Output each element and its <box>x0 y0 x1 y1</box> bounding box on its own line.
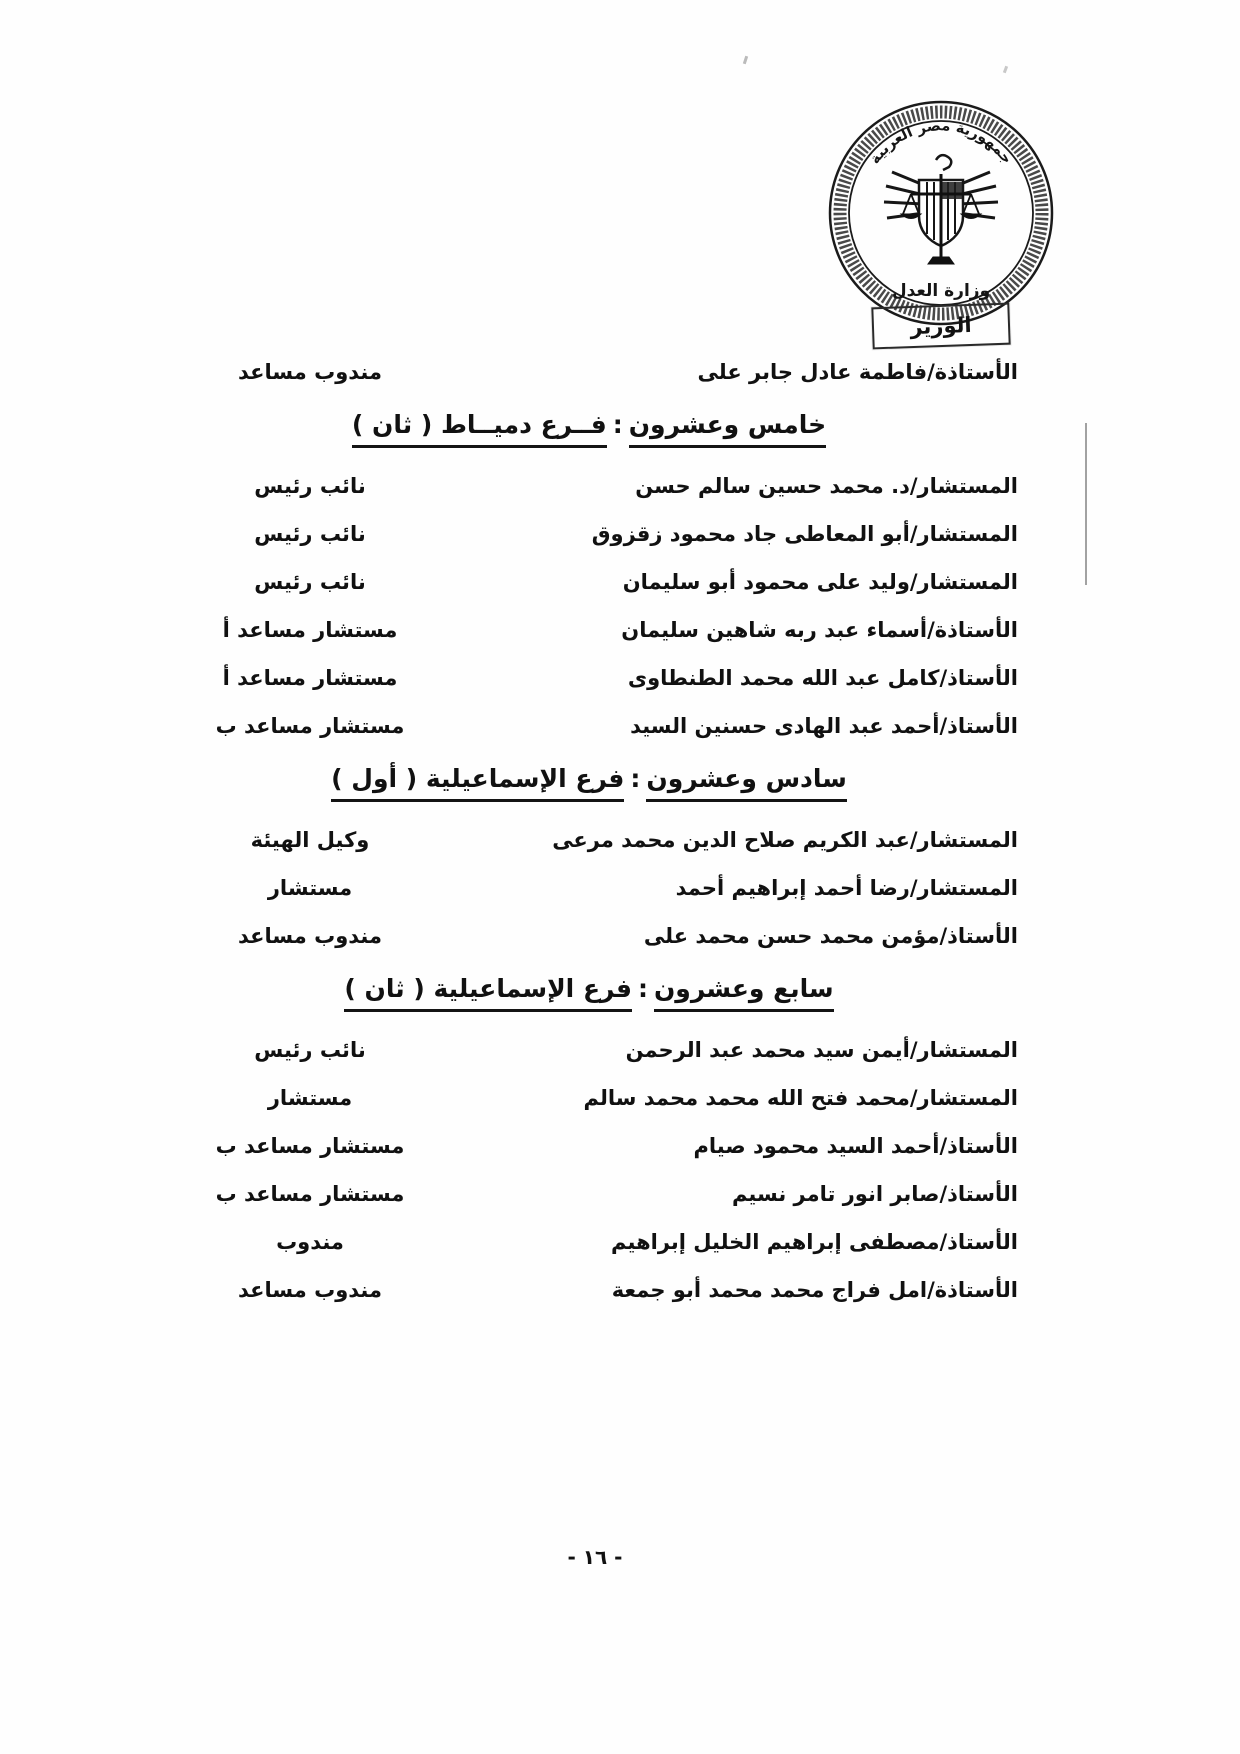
member-position: نائب رئيس <box>254 1038 366 1062</box>
page-number: - ١٦ - <box>567 1545 623 1569</box>
branch-section <box>160 410 1018 750</box>
member-name: الأستاذ/أحمد عبد الهادى حسنين السيد <box>630 714 1018 738</box>
scan-artifact-speck <box>743 56 748 65</box>
section-rows <box>160 1026 1018 1314</box>
member-row <box>160 654 1018 702</box>
branch-section <box>160 764 1018 960</box>
scan-artifact-speck <box>1003 66 1008 74</box>
section-rows <box>160 462 1018 750</box>
member-name: المستشار/رضا أحمد إبراهيم أحمد <box>675 876 1018 900</box>
section-branch: فرع الإسماعيلية ( أول ) <box>331 764 624 802</box>
member-row <box>160 1266 1018 1314</box>
member-name: المستشار/أيمن سيد محمد عبد الرحمن <box>625 1038 1018 1062</box>
member-row <box>160 1122 1018 1170</box>
member-position: مستشار مساعد أ <box>222 618 398 642</box>
seal-top-text: جمهورية مصر العربية <box>867 118 1015 168</box>
member-name: الأستاذ/صابر انور تامر نسيم <box>731 1182 1018 1206</box>
member-name: الأستاذ/مصطفى إبراهيم الخليل إبراهيم <box>611 1230 1018 1254</box>
roster-content <box>160 348 1018 1314</box>
member-row <box>160 510 1018 558</box>
member-name: الأستاذ/كامل عبد الله محمد الطنطاوى <box>627 666 1018 690</box>
section-branch: فــرع دميــاط ( ثان ) <box>352 410 607 448</box>
member-row <box>160 348 1018 396</box>
member-name: الأستاذة/فاطمة عادل جابر على <box>697 360 1018 384</box>
section-rows <box>160 816 1018 960</box>
section-ordinal: سابع وعشرون <box>654 974 834 1012</box>
minister-stamp-label: الوزير <box>909 312 973 340</box>
branch-section <box>160 974 1018 1314</box>
member-position: مستشار مساعد ب <box>215 1182 405 1206</box>
member-position: وكيل الهيئة <box>250 828 370 852</box>
section-colon: : <box>630 764 641 793</box>
seal-bottom-text: وزارة العدل <box>891 281 991 301</box>
section-colon: : <box>637 974 648 1003</box>
member-row <box>160 606 1018 654</box>
member-position: مستشار مساعد ب <box>215 1134 405 1158</box>
scales-of-justice-icon <box>901 174 981 264</box>
section-ordinal: سادس وعشرون <box>646 764 847 802</box>
member-position: مستشار <box>267 876 353 900</box>
minister-stamp <box>871 303 1010 350</box>
member-name: المستشار/وليد على محمود أبو سليمان <box>622 570 1018 594</box>
member-name: الأستاذ/مؤمن محمد حسن محمد على <box>643 924 1018 948</box>
member-position: مستشار مساعد ب <box>215 714 405 738</box>
member-position: مستشار مساعد أ <box>222 666 398 690</box>
member-row <box>160 1170 1018 1218</box>
section-ordinal: خامس وعشرون <box>629 410 826 448</box>
member-row <box>160 1074 1018 1122</box>
member-name: المستشار/عبد الكريم صلاح الدين محمد مرعى <box>552 828 1018 852</box>
member-position: نائب رئيس <box>254 570 366 594</box>
ministry-of-justice-seal <box>826 98 1056 328</box>
section-heading <box>160 974 1018 1022</box>
member-name: الأستاذة/أسماء عبد ربه شاهين سليمان <box>621 618 1018 642</box>
member-row <box>160 864 1018 912</box>
member-name: المستشار/د. محمد حسين سالم حسن <box>635 474 1018 498</box>
member-position: مندوب مساعد <box>238 360 382 384</box>
scan-artifact-line <box>1085 423 1087 585</box>
member-row <box>160 1218 1018 1266</box>
member-row <box>160 816 1018 864</box>
member-position: نائب رئيس <box>254 474 366 498</box>
member-name: المستشار/محمد فتح الله محمد محمد سالم <box>583 1086 1018 1110</box>
member-name: المستشار/أبو المعاطى جاد محمود زقزوق <box>591 522 1018 546</box>
member-row <box>160 462 1018 510</box>
member-row <box>160 1026 1018 1074</box>
seal-graphic <box>826 98 1056 328</box>
member-name: الأستاذة/امل فراج محمد محمد أبو جمعة <box>611 1278 1018 1302</box>
member-position: مندوب مساعد <box>238 1278 382 1302</box>
member-row <box>160 702 1018 750</box>
member-name: الأستاذ/أحمد السيد محمود صيام <box>693 1134 1018 1158</box>
section-branch: فرع الإسماعيلية ( ثان ) <box>344 974 632 1012</box>
member-position: نائب رئيس <box>254 522 366 546</box>
member-position: مندوب مساعد <box>238 924 382 948</box>
sections-list <box>160 410 1018 1314</box>
member-row <box>160 912 1018 960</box>
section-colon: : <box>612 410 623 439</box>
member-row <box>160 558 1018 606</box>
member-position: مندوب <box>276 1230 344 1254</box>
section-heading <box>160 410 1018 458</box>
section-heading <box>160 764 1018 812</box>
member-position: مستشار <box>267 1086 353 1110</box>
